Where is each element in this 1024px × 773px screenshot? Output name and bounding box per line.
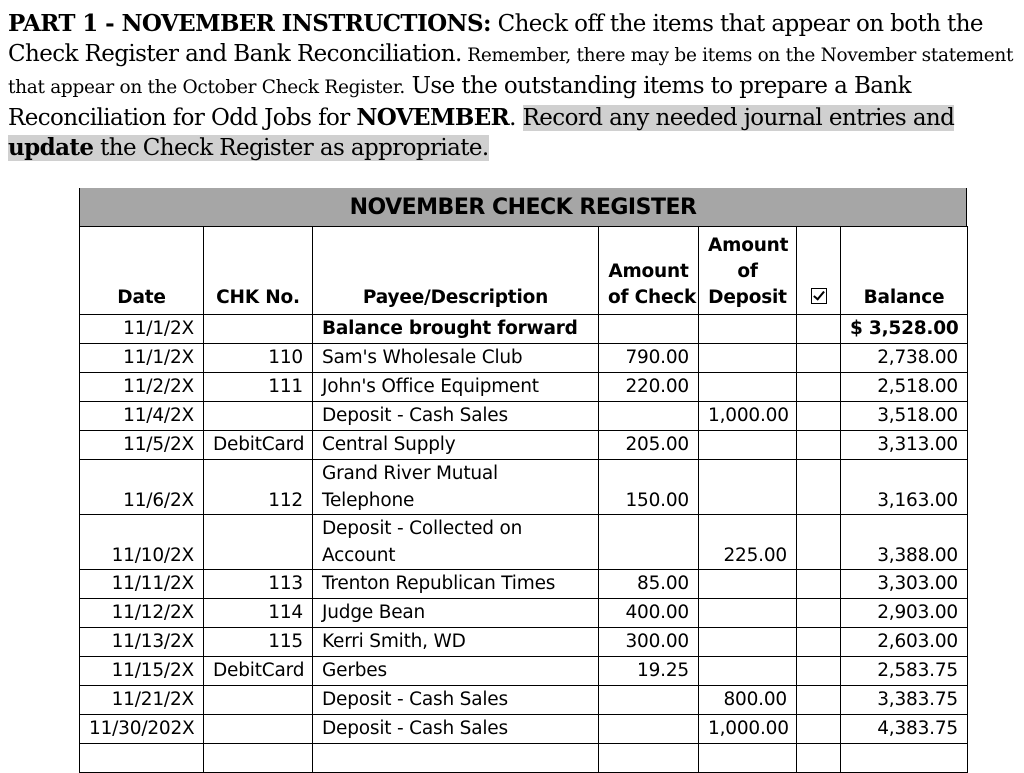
instruction-sentence-3b: . bbox=[509, 105, 523, 131]
cell-payee: Gerbes bbox=[313, 657, 599, 686]
header-amount-deposit bbox=[699, 227, 797, 315]
cell-balance: 2,738.00 bbox=[841, 344, 968, 373]
cell-check-mark[interactable] bbox=[797, 657, 841, 686]
cell-check-mark[interactable] bbox=[797, 402, 841, 431]
cell-payee: John's Office Equipment bbox=[313, 373, 599, 402]
cell-balance bbox=[841, 744, 968, 773]
cell-date: 11/2/2X bbox=[80, 373, 204, 402]
cell-deposit-amount bbox=[699, 431, 797, 460]
cell-balance: 3,313.00 bbox=[841, 431, 968, 460]
cell-date: 11/5/2X bbox=[80, 431, 204, 460]
instruction-sentence-3a: Use the outstanding items to prepare a Bank Reconciliation for Odd Jobs for bbox=[8, 73, 911, 131]
cell-payee: Deposit - Cash Sales bbox=[313, 402, 599, 431]
cell-check-amount: 85.00 bbox=[599, 570, 699, 599]
table-row bbox=[80, 686, 968, 715]
cell-check-mark[interactable] bbox=[797, 686, 841, 715]
cell-date: 11/10/2X bbox=[80, 515, 204, 570]
table-row bbox=[80, 373, 968, 402]
cell-check-mark[interactable] bbox=[797, 460, 841, 515]
cell-balance: 3,163.00 bbox=[841, 460, 968, 515]
table-row bbox=[80, 570, 968, 599]
cell-payee bbox=[313, 460, 599, 515]
cell-check-amount: 790.00 bbox=[599, 344, 699, 373]
cell-chk: 110 bbox=[204, 344, 313, 373]
cell-date: 11/11/2X bbox=[80, 570, 204, 599]
cell-check-amount bbox=[599, 402, 699, 431]
cell-payee-line1: Deposit - Collected on bbox=[322, 518, 523, 539]
cell-deposit-amount bbox=[699, 373, 797, 402]
cell-check-mark[interactable] bbox=[797, 599, 841, 628]
cell-deposit-amount bbox=[699, 570, 797, 599]
header-balance: Balance bbox=[841, 227, 968, 315]
cell-chk: 114 bbox=[204, 599, 313, 628]
cell-check-mark[interactable] bbox=[797, 744, 841, 773]
cell-check-mark[interactable] bbox=[797, 315, 841, 344]
table-row bbox=[80, 599, 968, 628]
register-header-row bbox=[80, 227, 968, 315]
instruction-month: NOVEMBER bbox=[356, 104, 510, 131]
cell-payee: Deposit - Cash Sales bbox=[313, 686, 599, 715]
header-payee: Payee/Description bbox=[313, 227, 599, 315]
part-label: PART 1 - NOVEMBER INSTRUCTIONS: bbox=[8, 10, 491, 37]
cell-date: 11/13/2X bbox=[80, 628, 204, 657]
header-amount-check-line1: Amount bbox=[608, 261, 689, 282]
cell-check-amount: 150.00 bbox=[599, 460, 699, 515]
cell-chk bbox=[204, 686, 313, 715]
cell-date: 11/1/2X bbox=[80, 344, 204, 373]
cell-deposit-amount bbox=[699, 460, 797, 515]
cell-deposit-amount bbox=[699, 628, 797, 657]
cell-check-amount: 19.25 bbox=[599, 657, 699, 686]
cell-chk: 111 bbox=[204, 373, 313, 402]
cell-chk bbox=[204, 715, 313, 744]
cell-balance: 4,383.75 bbox=[841, 715, 968, 744]
instruction-sentence-1: Check off the items that appear on both the Check Register and Bank Reconciliation. bbox=[8, 11, 983, 67]
cell-deposit-amount: 225.00 bbox=[699, 515, 797, 570]
header-amount-deposit-line1: Amount bbox=[708, 235, 789, 256]
cell-date: 11/4/2X bbox=[80, 402, 204, 431]
cell-payee-line2: Account bbox=[322, 545, 396, 566]
cell-check-amount bbox=[599, 686, 699, 715]
cell-check-amount: 300.00 bbox=[599, 628, 699, 657]
cell-payee: Balance brought forward bbox=[313, 315, 599, 344]
cell-deposit-amount: 1,000.00 bbox=[699, 402, 797, 431]
header-amount-check bbox=[599, 227, 699, 315]
table-row bbox=[80, 515, 968, 570]
instructions-paragraph bbox=[8, 9, 1016, 163]
highlight-update-word: update bbox=[8, 134, 94, 161]
cell-check-amount: 220.00 bbox=[599, 373, 699, 402]
cell-balance: 2,603.00 bbox=[841, 628, 968, 657]
cell-check-mark[interactable] bbox=[797, 344, 841, 373]
cell-deposit-amount bbox=[699, 344, 797, 373]
cell-chk: 115 bbox=[204, 628, 313, 657]
cell-check-mark[interactable] bbox=[797, 373, 841, 402]
cell-deposit-amount bbox=[699, 744, 797, 773]
cell-date: 11/12/2X bbox=[80, 599, 204, 628]
cell-balance: 3,303.00 bbox=[841, 570, 968, 599]
cell-deposit-amount bbox=[699, 599, 797, 628]
cell-check-amount bbox=[599, 515, 699, 570]
cell-payee: Deposit - Cash Sales bbox=[313, 715, 599, 744]
table-row bbox=[80, 460, 968, 515]
cell-check-mark[interactable] bbox=[797, 715, 841, 744]
check-register bbox=[79, 188, 967, 773]
cell-deposit-amount bbox=[699, 315, 797, 344]
table-row bbox=[80, 657, 968, 686]
cell-balance: 3,518.00 bbox=[841, 402, 968, 431]
cell-payee: Judge Bean bbox=[313, 599, 599, 628]
cell-balance: 2,903.00 bbox=[841, 599, 968, 628]
cell-payee-line1: Grand River Mutual bbox=[322, 463, 498, 484]
cell-payee bbox=[313, 744, 599, 773]
cell-check-amount: 205.00 bbox=[599, 431, 699, 460]
cell-chk: 112 bbox=[204, 460, 313, 515]
instruction-sentence-2: Remember, there may be items on the November statement that appear on the October Check Register. bbox=[8, 45, 1014, 98]
cell-chk bbox=[204, 402, 313, 431]
cell-balance: 2,518.00 bbox=[841, 373, 968, 402]
highlight-text-a: Record any needed journal entries and bbox=[522, 105, 955, 131]
cell-chk: DebitCard bbox=[204, 431, 313, 460]
header-check-mark bbox=[797, 227, 841, 315]
cell-payee bbox=[313, 515, 599, 570]
cell-payee: Central Supply bbox=[313, 431, 599, 460]
highlight-text-b: the Check Register as appropriate. bbox=[93, 135, 489, 161]
header-amount-deposit-line2: of bbox=[737, 261, 758, 282]
cell-check-amount bbox=[599, 744, 699, 773]
cell-balance: 3,388.00 bbox=[841, 515, 968, 570]
cell-payee: Trenton Republican Times bbox=[313, 570, 599, 599]
header-date: Date bbox=[80, 227, 204, 315]
cell-date bbox=[80, 744, 204, 773]
cell-date: 11/15/2X bbox=[80, 657, 204, 686]
table-row bbox=[80, 315, 968, 344]
cell-chk: DebitCard bbox=[204, 657, 313, 686]
cell-check-amount: 400.00 bbox=[599, 599, 699, 628]
cell-date: 11/21/2X bbox=[80, 686, 204, 715]
header-amount-check-line2: of Check bbox=[608, 287, 697, 308]
cell-chk bbox=[204, 315, 313, 344]
cell-deposit-amount bbox=[699, 657, 797, 686]
cell-check-amount bbox=[599, 715, 699, 744]
cell-date: 11/1/2X bbox=[80, 315, 204, 344]
table-row-empty bbox=[80, 744, 968, 773]
cell-check-mark[interactable] bbox=[797, 570, 841, 599]
cell-check-mark[interactable] bbox=[797, 515, 841, 570]
table-row bbox=[80, 628, 968, 657]
cell-deposit-amount: 1,000.00 bbox=[699, 715, 797, 744]
register-table bbox=[79, 226, 968, 773]
cell-payee: Sam's Wholesale Club bbox=[313, 344, 599, 373]
cell-payee-line2: Telephone bbox=[322, 490, 415, 511]
cell-chk bbox=[204, 515, 313, 570]
header-chk-no: CHK No. bbox=[204, 227, 313, 315]
cell-chk bbox=[204, 744, 313, 773]
table-row bbox=[80, 402, 968, 431]
cell-date: 11/6/2X bbox=[80, 460, 204, 515]
header-amount-deposit-line3: Deposit bbox=[708, 287, 787, 308]
cell-date: 11/30/202X bbox=[80, 715, 204, 744]
cell-chk: 113 bbox=[204, 570, 313, 599]
cell-check-mark[interactable] bbox=[797, 431, 841, 460]
table-row bbox=[80, 344, 968, 373]
register-title: NOVEMBER CHECK REGISTER bbox=[79, 188, 967, 226]
check-box-icon bbox=[811, 288, 827, 304]
cell-balance: 2,583.75 bbox=[841, 657, 968, 686]
cell-balance: 3,383.75 bbox=[841, 686, 968, 715]
table-row bbox=[80, 715, 968, 744]
cell-balance: $ 3,528.00 bbox=[841, 315, 968, 344]
table-row bbox=[80, 431, 968, 460]
cell-deposit-amount: 800.00 bbox=[699, 686, 797, 715]
cell-check-amount bbox=[599, 315, 699, 344]
cell-payee: Kerri Smith, WD bbox=[313, 628, 599, 657]
cell-check-mark[interactable] bbox=[797, 628, 841, 657]
